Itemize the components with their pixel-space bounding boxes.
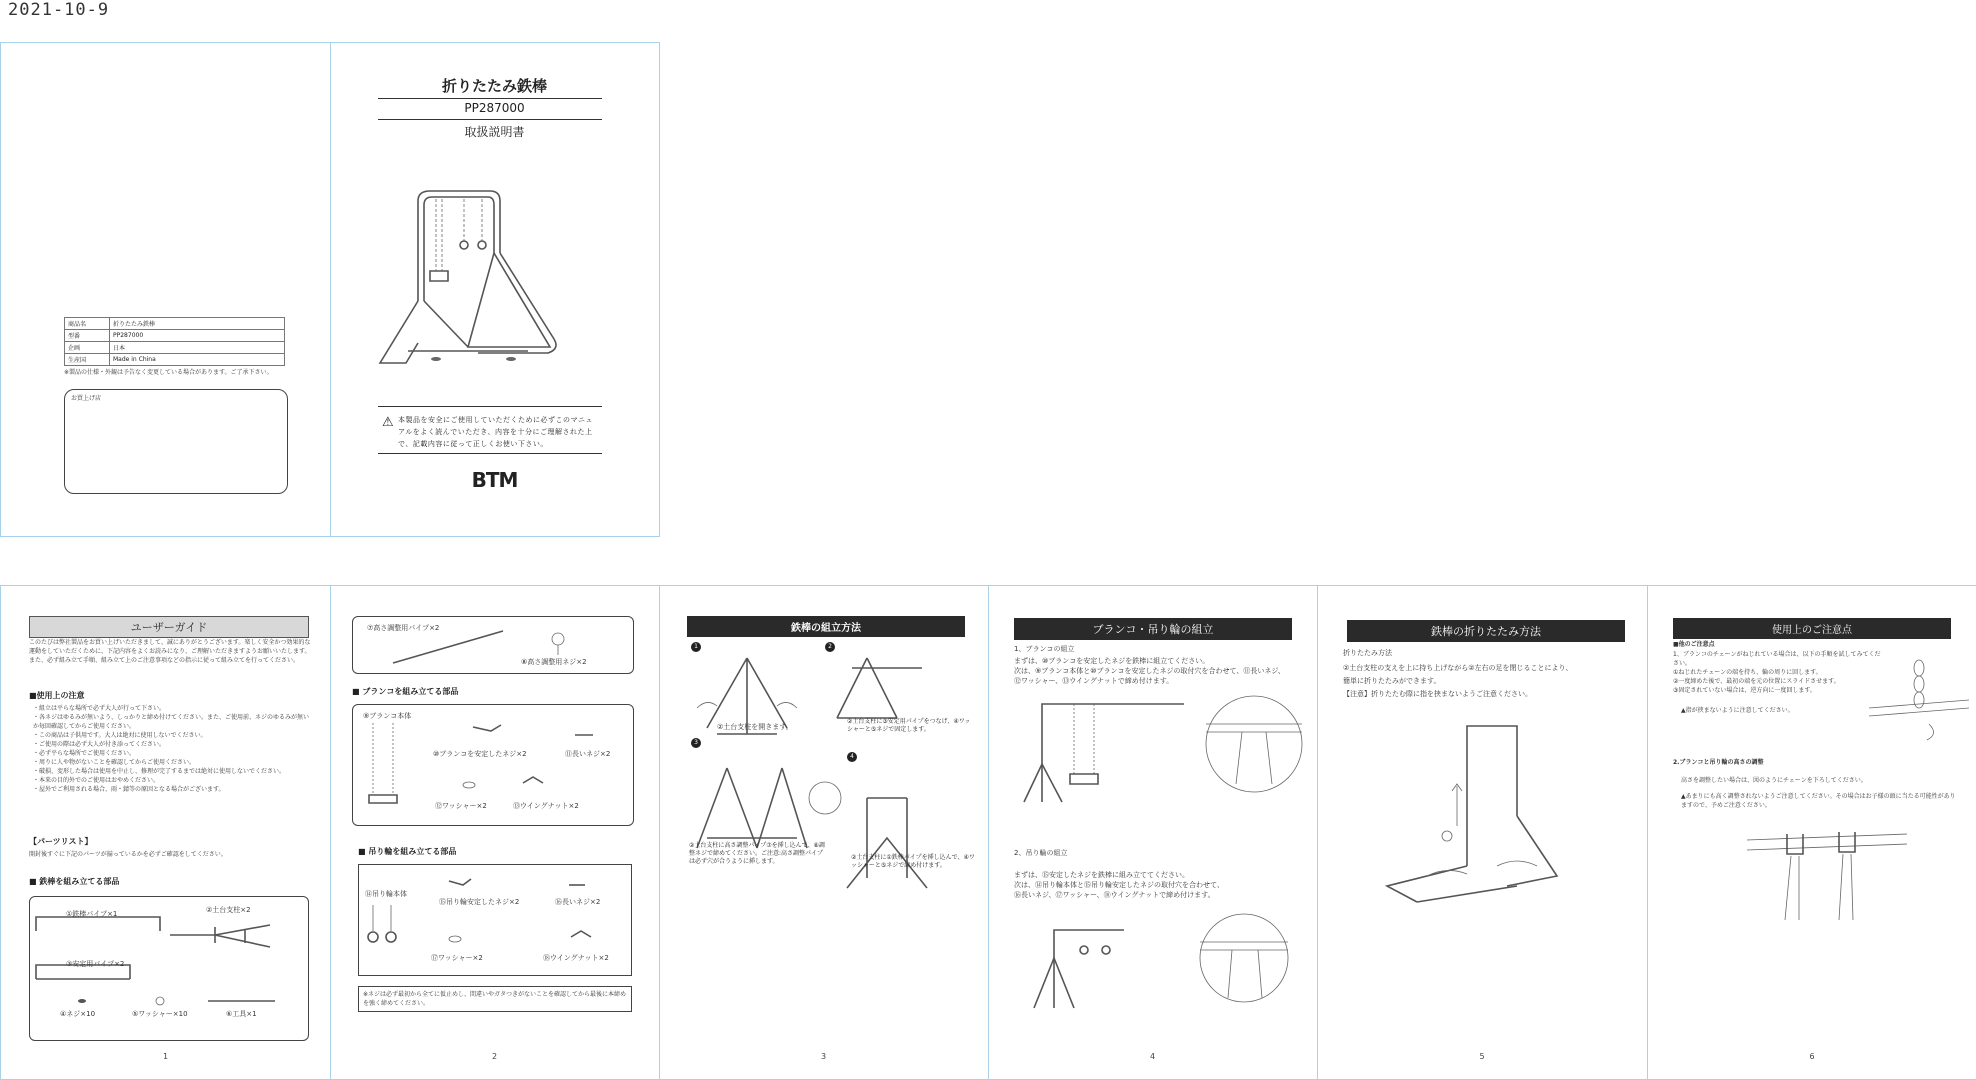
spec-note: ※製品の仕様・外観は予告なく変更している場合があります。ご了承下さい。 bbox=[64, 369, 273, 376]
page-1 bbox=[1, 586, 331, 1079]
part-label: ⑩ブランコを安定したネジ×2 bbox=[433, 750, 527, 758]
chain-drawing bbox=[1869, 648, 1969, 748]
swing-parts-box bbox=[352, 704, 634, 826]
part-label: ⑯長いネジ×2 bbox=[555, 898, 601, 906]
inner-spread bbox=[0, 585, 1976, 1080]
part-label: ⑧高さ調整用ネジ×2 bbox=[521, 658, 587, 666]
ring-assembly-drawing bbox=[1014, 908, 1304, 1018]
step-caption: ②土台支柱を開きます。 bbox=[717, 723, 793, 731]
part-label: ⑭吊り輪本体 bbox=[365, 890, 407, 898]
list-item: ・必ず平らな場所でご使用ください。 bbox=[33, 750, 136, 757]
table-row: 型番 PP287000 bbox=[65, 330, 285, 342]
page2-note: ※ネジは必ず最初から全てに仮止めし、間違いやガタつきがないことを確認してから最後に本締めを強く締めてください。 bbox=[358, 986, 632, 1012]
part-label: ③安定用パイプ×2 bbox=[66, 960, 125, 968]
page6-banner: 使用上のご注意点 bbox=[1673, 618, 1951, 639]
title-rule bbox=[378, 98, 602, 99]
ring-title: 2、吊り輪の組立 bbox=[1014, 849, 1068, 857]
cover-subtitle: 取扱説明書 bbox=[464, 125, 525, 139]
cover-model: PP287000 bbox=[464, 101, 525, 115]
page-6 bbox=[1647, 586, 1976, 1079]
swing-assembly-drawing bbox=[1014, 694, 1304, 814]
part-label: ④ネジ×10 bbox=[60, 1010, 96, 1018]
caution-list bbox=[33, 704, 309, 794]
memo-box bbox=[64, 389, 288, 494]
list-item: ・破損、変形した場合は使用を中止し、修理が完了するまでは絶対に使用しないでください。 bbox=[33, 768, 286, 775]
page-number: 4 bbox=[1149, 1052, 1156, 1061]
page-3 bbox=[659, 586, 989, 1079]
part-label: ⑰ワッシャー×2 bbox=[431, 954, 483, 962]
back-cover bbox=[1, 43, 331, 536]
part-label: ⑫ワッシャー×2 bbox=[435, 802, 487, 810]
table-row: 企画 日本 bbox=[65, 342, 285, 354]
part-label: ⑤ワッシャー×10 bbox=[132, 1010, 188, 1018]
list-item: ③固定されていない場合は、逆方向に一度回します。 bbox=[1673, 687, 1816, 694]
assembly-steps-drawing bbox=[687, 638, 967, 928]
page-number: 3 bbox=[820, 1052, 827, 1061]
other-list bbox=[1673, 650, 1883, 695]
model-rule bbox=[378, 119, 602, 120]
step-caption: ②土台支柱に高さ調整パイプ⑦を挿し込んで、⑧調整ネジで締めてください。ご注意:高さ調整パイプは必ず穴が合うように挿します。 bbox=[689, 842, 825, 865]
height-warning: ▲あまりにも高く調整されないようご注意してください。その場合はお子様の頭に当たる可能性がありますので、予めご注意ください。 bbox=[1681, 793, 1956, 809]
table-row: 商品名 折りたたみ鉄棒 bbox=[65, 318, 285, 330]
warning-text: 本製品を安全にご使用していただくために必ずこのマニュアルをよく読んでいただき、内容を十分にご理解された上で、記載内容に従って正しくお使い下さい。 bbox=[398, 416, 593, 448]
swing-title: 1、ブランコの組立 bbox=[1014, 645, 1075, 653]
step-caption: ②土台支柱に③安定用パイプをつなげ、④ワッシャーと⑤ネジで固定します。 bbox=[847, 718, 971, 733]
step-caption: ②土台支柱に①鉄棒パイプを挿し込んで、④ワッシャーと⑤ネジで締め付けます。 bbox=[851, 854, 975, 869]
memo-label: お買上げ店 bbox=[71, 395, 102, 402]
page-number: 2 bbox=[491, 1052, 498, 1061]
part-label: ⑨ブランコ本体 bbox=[363, 712, 412, 720]
height-heading: 2.ブランコと吊り輪の高さの調整 bbox=[1673, 759, 1764, 766]
page-number: 5 bbox=[1479, 1052, 1485, 1061]
page4-banner: ブランコ・吊り輪の組立 bbox=[1014, 618, 1292, 640]
step-number: 3 bbox=[691, 738, 701, 748]
fold-text: ②土台支柱の支えを上に持ち上げながら②左右の足を閉じることにより、 簡単に折りたたみができます。 【注意】折りたたむ際に指を挟まないようご注意ください。 bbox=[1343, 664, 1573, 698]
assembly-heading: ■ 鉄棒を組み立てる部品 bbox=[29, 877, 120, 886]
list-item: ・各ネジはゆるみが無いよう、しっかりと締め付けてください。また、ご使用前、ネジのゆるみが無いか毎回確認してからご使用ください。 bbox=[33, 714, 310, 730]
step-number: 1 bbox=[691, 642, 701, 652]
list-item: ・ご使用の際は必ず大人が付き添ってください。 bbox=[33, 741, 166, 748]
cover-spread bbox=[0, 42, 660, 537]
fold-method-title: 折りたたみ方法 bbox=[1343, 649, 1392, 657]
page1-banner: ユーザーガイド bbox=[29, 616, 309, 638]
list-item: ・本来の目的外でのご使用はおやめください。 bbox=[33, 777, 160, 784]
caution-heading: ■使用上の注意 bbox=[29, 691, 85, 700]
cover-title: 折りたたみ鉄棒 bbox=[441, 77, 547, 95]
part-label: ⑮吊り輪安定したネジ×2 bbox=[439, 898, 520, 906]
step-number: 2 bbox=[825, 642, 835, 652]
warning-top-rule bbox=[378, 406, 602, 407]
table-row: 生産国 Made in China bbox=[65, 354, 285, 366]
list-item: ・屋外でご利用される場合、雨・錆等の原因となる場合がございます。 bbox=[33, 786, 225, 793]
warning-icon: ⚠ bbox=[382, 415, 394, 430]
list-item: ②一度締めた後で、最初の端を元の位置にスライドさせます。 bbox=[1673, 678, 1840, 685]
page-number: 1 bbox=[162, 1052, 169, 1061]
other-heading: ■他のご注意点 bbox=[1673, 641, 1715, 648]
swing-parts-drawing bbox=[353, 705, 633, 825]
front-cover bbox=[330, 43, 659, 536]
ring-text: まずは、⑮安定したネジを鉄棒に組み立ててください。 次は、⑭吊り輪本体と⑮吊り輪安定したネジの取付穴を合わせて、 ⑯長いネジ、⑰ワッシャー、⑱ウイングナットで締め付けます。 bbox=[1014, 871, 1224, 899]
part-label: ①鉄棒パイプ×1 bbox=[66, 910, 118, 918]
part-label: ⑱ウイングナット×2 bbox=[543, 954, 609, 962]
page3-banner: 鉄棒の組立方法 bbox=[687, 616, 965, 637]
folding-drawing bbox=[1357, 706, 1617, 906]
page-number: 6 bbox=[1809, 1052, 1815, 1061]
part-label: ⑦高さ調整用パイプ×2 bbox=[367, 624, 440, 632]
page5-banner: 鉄棒の折りたたみ方法 bbox=[1347, 620, 1625, 642]
page-4 bbox=[988, 586, 1318, 1079]
part-label: ②土台支柱×2 bbox=[206, 906, 251, 914]
parts-heading: 【パーツリスト】 bbox=[29, 837, 93, 846]
parts-intro: 開封後すぐに下記のパーツが揃っているかを必ずご確認をしてください。 bbox=[29, 851, 227, 858]
part-label: ⑬ウイングナット×2 bbox=[513, 802, 579, 810]
list-item: ①ねじれたチェーンの端を持ち、輪の周りに回します。 bbox=[1673, 669, 1822, 676]
step-number: 4 bbox=[847, 752, 857, 762]
swing-heading: ■ ブランコを組み立てる部品 bbox=[352, 687, 459, 696]
ring-parts-box bbox=[358, 864, 632, 976]
list-item: ・組立は平らな場所で必ず大人が行って下さい。 bbox=[33, 705, 166, 712]
page1-intro: このたびは弊社製品をお買い上げいただきまして、誠にありがとうございます。楽しく安全かつ効果的な運動をしていただくために、下記内容をよくお読みになり、ご理解いただきますようお願いいたします。また、必ず組み立て手順、組み立て上のご注意事項などの指示に従って組み立てを行ってください。 bbox=[29, 639, 311, 664]
ring-heading: ■ 吊り輪を組み立てる部品 bbox=[358, 847, 457, 856]
product-illustration bbox=[378, 171, 604, 389]
height-text: 高さを調整したい場合は、図のようにチェーンを下ろしてください。 bbox=[1681, 777, 1867, 784]
list-item: 1、ブランコのチェーンがねじれている場合は、以下の手順を試してみてください。 bbox=[1673, 651, 1881, 667]
parts-box bbox=[29, 896, 309, 1041]
brand-logo: BTM bbox=[471, 468, 518, 492]
list-item: ・周りに人や物がないことを確認してからご使用ください。 bbox=[33, 759, 196, 766]
finger-warning: ▲指が挟まないように注意してください。 bbox=[1681, 707, 1794, 714]
swing-text: まずは、⑩ブランコを安定したネジを鉄棒に組立てください。 次は、⑨ブランコ本体と⑩ブランコを安定したネジの取付穴を合わせて、⑪長いネジ、 ⑫ワッシャー、⑬ウイングナットで締め付けます。 bbox=[1014, 657, 1285, 685]
part-label: ⑥工具×1 bbox=[226, 1010, 257, 1018]
page-2 bbox=[330, 586, 660, 1079]
page-5 bbox=[1317, 586, 1648, 1079]
spec-table bbox=[64, 317, 285, 366]
part-label: ⑪長いネジ×2 bbox=[565, 750, 611, 758]
list-item: ・この商品は子供用です。大人は絶対に使用しないでください。 bbox=[33, 732, 207, 739]
date-stamp: 2021-10-9 bbox=[8, 0, 110, 20]
height-parts-box bbox=[352, 616, 634, 674]
height-adjust-drawing bbox=[1747, 820, 1907, 930]
warning-bottom-rule bbox=[378, 453, 602, 454]
